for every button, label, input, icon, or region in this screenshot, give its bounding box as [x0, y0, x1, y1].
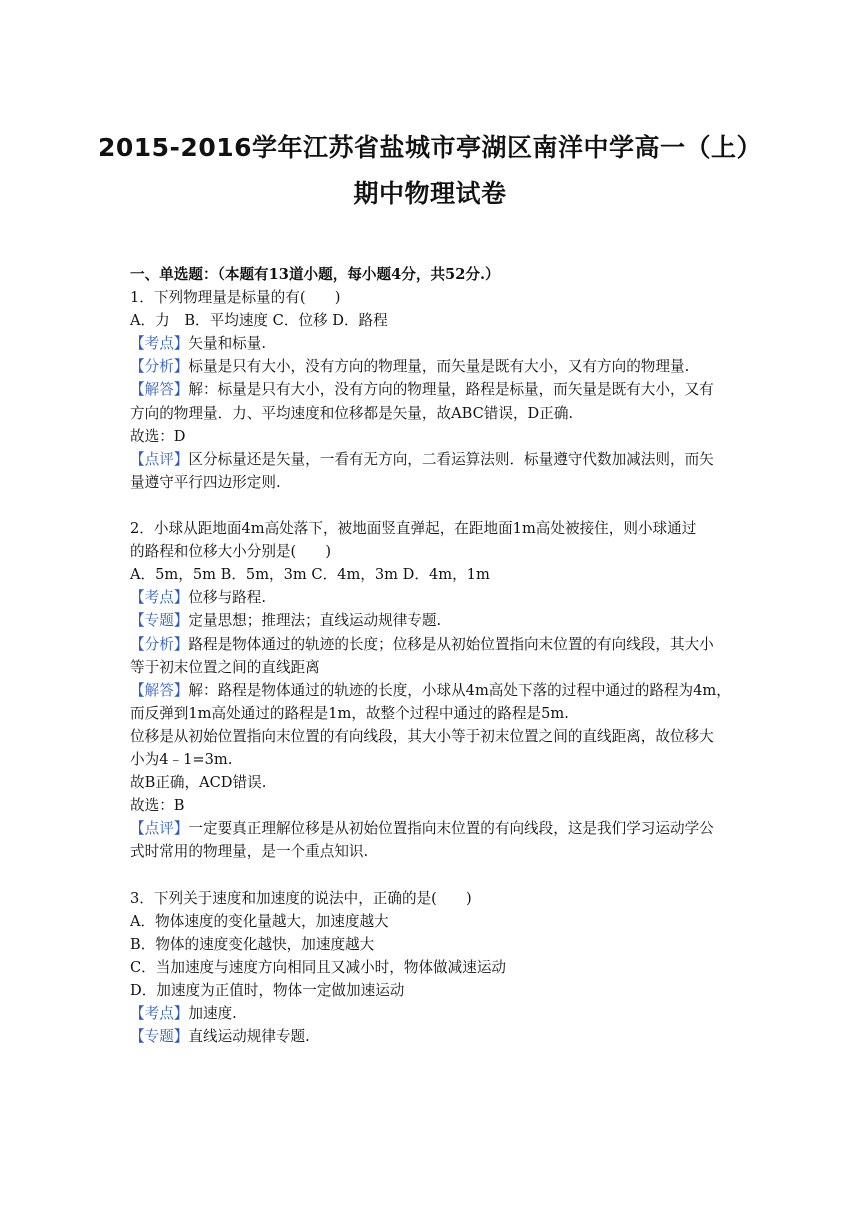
q2-fenxi	[130, 633, 736, 656]
q2-dianping	[130, 817, 736, 840]
tag-kaodian: 【考点】	[130, 335, 189, 353]
q3-kaodian	[130, 1002, 736, 1025]
q2-zhuanti-text: 定量思想；推理法；直线运动规律专题.	[188, 612, 442, 630]
tag-kaodian: 【考点】	[130, 1005, 189, 1022]
q1-dianping	[130, 448, 736, 471]
q1-dianping-line2: 量遵守平行四边形定则.	[130, 473, 281, 491]
doc-title-line2: 期中物理试卷	[353, 179, 507, 208]
q1-options: A．力 B．平均速度 C．位移 D．路程	[130, 312, 388, 330]
q1-jieda-line2: 方向的物理量．力、平均速度和位移都是矢量，故ABC错误，D正确.	[130, 404, 574, 422]
q3-option-b: B．物体的速度变化越快，加速度越大	[130, 935, 375, 953]
q2-fenxi-line2: 等于初末位置之间的直线距离	[130, 658, 320, 676]
q2-jieda-line2: 而反弹到1m高处通过的路程是1m，故整个过程中通过的路程是5m.	[130, 704, 569, 722]
q2-stem-line1: 2．小球从距地面4m高处落下，被地面竖直弹起，在距地面1m高处被接住，则小球通过	[130, 520, 697, 538]
tag-kaodian: 【考点】	[130, 589, 189, 607]
q3-option-a: A．物体速度的变化量越大，加速度越大	[130, 912, 389, 930]
q2-jieda-line4: 小为4﹣1=3m.	[130, 750, 233, 768]
spacer	[130, 494, 736, 517]
q2-zhuanti	[130, 609, 736, 632]
q3-zhuanti	[130, 1025, 736, 1048]
q2-jieda-text-1: 解：路程是物体通过的轨迹的长度，小球从4m高处下落的过程中通过的路程为4m，	[188, 681, 731, 699]
q1-dianping-text-1: 区分标量还是矢量，一看有无方向，二看运算法则．标量遵守代数加减法则，而矢	[188, 450, 714, 468]
q2-kaodian	[130, 586, 736, 609]
q3-option-c: C．当加速度与速度方向相同且又减小时，物体做减速运动	[130, 958, 507, 976]
q1-jieda	[130, 378, 736, 401]
tag-fenxi: 【分析】	[130, 635, 189, 653]
q1-kaodian-text: 矢量和标量.	[188, 335, 266, 353]
q3-zhuanti-text: 直线运动规律专题.	[188, 1028, 310, 1046]
q2-dianping-text-1: 一定要真正理解位移是从初始位置指向末位置的有向线段，这是我们学习运动学公	[188, 820, 714, 838]
doc-title-line1: 2015-2016学年江苏省盐城市亭湖区南洋中学高一（上）	[97, 133, 763, 162]
q2-dianping-line2: 式时常用的物理量，是一个重点知识.	[130, 843, 369, 861]
q2-jieda-line3: 位移是从初始位置指向末位置的有向线段，其大小等于初末位置之间的直线距离，故位移大	[130, 727, 714, 745]
q2-fenxi-text-1: 路程是物体通过的轨迹的长度；位移是从初始位置指向末位置的有向线段，其大小	[188, 635, 714, 653]
q1-fenxi	[130, 355, 736, 378]
q1-stem: 1．下列物理量是标量的有( )	[130, 289, 341, 307]
tag-zhuanti: 【专题】	[130, 1028, 189, 1046]
tag-jieda: 【解答】	[130, 381, 189, 399]
q1-answer: 故选：D	[130, 427, 186, 445]
section-heading: 一、单选题：（本题有13道小题，每小题4分，共52分.）	[130, 266, 500, 283]
q1-kaodian	[130, 332, 736, 355]
content-body	[130, 263, 736, 1048]
tag-dianping: 【点评】	[130, 450, 189, 468]
tag-jieda: 【解答】	[130, 681, 189, 699]
q2-stem-line2: 的路程和位移大小分别是( )	[130, 543, 332, 561]
tag-dianping: 【点评】	[130, 820, 189, 838]
q2-options: A．5m，5m B．5m，3m C．4m，3m D．4m，1m	[130, 566, 490, 584]
q1-fenxi-text: 标量是只有大小，没有方向的物理量，而矢量是既有大小，又有方向的物理量.	[188, 358, 690, 376]
q2-jieda-line5: 故B正确，ACD错误.	[130, 774, 267, 792]
q1-jieda-text-1: 解：标量是只有大小，没有方向的物理量，路程是标量，而矢量是既有大小，又有	[188, 381, 714, 399]
q2-kaodian-text: 位移与路程.	[188, 589, 266, 607]
q3-kaodian-text: 加速度.	[188, 1005, 237, 1022]
spacer	[130, 863, 736, 886]
q2-answer: 故选：B	[130, 797, 185, 815]
tag-fenxi: 【分析】	[130, 358, 189, 376]
q3-stem: 3．下列关于速度和加速度的说法中，正确的是( )	[130, 889, 472, 907]
tag-zhuanti: 【专题】	[130, 612, 189, 630]
q2-jieda	[130, 679, 736, 702]
q3-option-d: D．加速度为正值时，物体一定做加速运动	[130, 981, 405, 999]
